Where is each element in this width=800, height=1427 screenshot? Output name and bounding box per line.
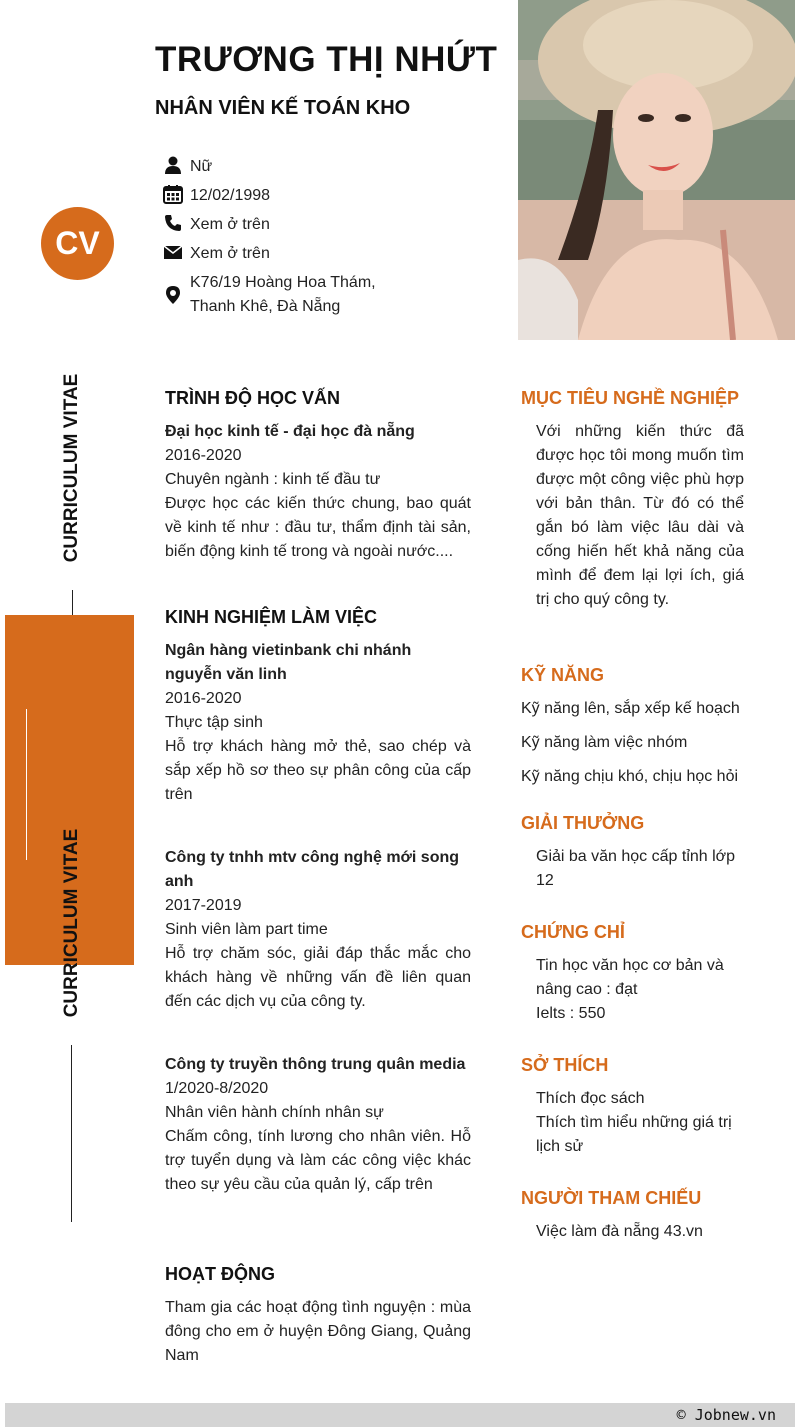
- mail-icon: [163, 242, 183, 262]
- address-line-2: Thanh Khê, Đà Nẵng: [190, 298, 341, 315]
- user-icon: [163, 155, 183, 175]
- hobbies-title: SỞ THÍCH: [521, 1055, 609, 1075]
- vertical-label-top: CURRICULUM VITAE: [61, 373, 82, 563]
- certificate-item: Tin học văn học cơ bản và nâng cao : đạt: [536, 957, 724, 998]
- activities-title: HOẠT ĐỘNG: [165, 1264, 275, 1284]
- education-section: [165, 420, 471, 564]
- education-period: 2016-2020: [165, 447, 242, 464]
- info-phone: [163, 213, 270, 237]
- candidate-name: TRƯƠNG THỊ NHỨT: [155, 40, 498, 79]
- divider-line-bottom: [71, 1045, 72, 1222]
- job-role: Sinh viên làm part time: [165, 921, 328, 938]
- info-gender: [163, 155, 212, 179]
- hobbies-section: [536, 1087, 744, 1159]
- references-text: Việc làm đà nẵng 43.vn: [536, 1223, 703, 1240]
- info-email: [163, 242, 270, 266]
- vertical-label-bottom: CURRICULUM VITAE: [61, 828, 82, 1018]
- job-period: 2016-2020: [165, 690, 242, 707]
- activities-text: Tham gia các hoạt động tình nguyện : mùa đông cho em ở huyện Đông Giang, Quảng Nam: [165, 1299, 471, 1364]
- skill-item: Kỹ năng làm việc nhóm: [521, 734, 688, 751]
- references-title: NGƯỜI THAM CHIẾU: [521, 1188, 702, 1208]
- experience-item: [165, 639, 471, 807]
- job-company: Ngân hàng vietinbank chi nhánh nguyễn văn linh: [165, 642, 412, 683]
- job-company: Công ty truyền thông trung quân media: [165, 1056, 466, 1073]
- job-company: Công ty tnhh mtv công nghệ mới song anh: [165, 849, 460, 890]
- phone-icon: [163, 213, 183, 233]
- certificates-title: CHỨNG CHỈ: [521, 922, 625, 942]
- gender-value: Nữ: [190, 158, 213, 175]
- certificates-section: [536, 954, 744, 1026]
- awards-text: Giải ba văn học cấp tỉnh lớp 12: [536, 848, 736, 889]
- job-description: Chấm công, tính lương cho nhân viên. Hỗ trợ tuyển dụng và làm các công việc khác theo sự yêu cầu của quản lý, cấp trên: [165, 1128, 471, 1193]
- skill-item: Kỹ năng lên, sắp xếp kế hoạch: [521, 700, 740, 717]
- address-line-1: K76/19 Hoàng Hoa Thám,: [190, 274, 376, 291]
- divider-line-white: [26, 709, 27, 860]
- address-value: [190, 271, 376, 319]
- email-value: Xem ở trên: [190, 245, 270, 262]
- awards-title: GIẢI THƯỞNG: [521, 813, 645, 833]
- experience-item: [165, 846, 471, 1014]
- hobby-item: Thích tìm hiểu những giá trị lịch sử: [536, 1114, 732, 1155]
- objective-title: MỤC TIÊU NGHỀ NGHIỆP: [521, 388, 740, 408]
- hobby-item: Thích đọc sách: [536, 1090, 645, 1107]
- profile-photo: [518, 0, 795, 340]
- info-birthday: [163, 184, 270, 208]
- education-title: TRÌNH ĐỘ HỌC VẤN: [165, 388, 340, 408]
- info-address: [163, 271, 376, 319]
- education-major: Chuyên ngành : kinh tế đầu tư: [165, 471, 381, 488]
- job-role: Nhân viên hành chính nhân sự: [165, 1104, 384, 1121]
- education-description: Được học các kiến thức chung, bao quát về kinh tế như : đầu tư, thẩm định tài sản, biến động kinh tế trong và ngoài nước....: [165, 495, 471, 560]
- job-title: NHÂN VIÊN KẾ TOÁN KHO: [155, 97, 411, 119]
- location-pin-icon: [163, 285, 183, 305]
- certificate-item: Ielts : 550: [536, 1005, 606, 1022]
- job-description: Hỗ trợ khách hàng mở thẻ, sao chép và sắp xếp hồ sơ theo sự phân công của cấp trên: [165, 738, 471, 803]
- education-school: Đại học kinh tế - đại học đà nẵng: [165, 423, 415, 440]
- skill-item: Kỹ năng chịu khó, chịu học hỏi: [521, 768, 739, 785]
- footer-copyright[interactable]: © Jobnew.vn: [676, 1406, 776, 1424]
- skills-title: KỸ NĂNG: [521, 665, 605, 685]
- phone-value: Xem ở trên: [190, 216, 270, 233]
- job-description: Hỗ trợ chăm sóc, giải đáp thắc mắc cho khách hàng về những vấn đề liên quan đến các dịch vụ của công ty.: [165, 945, 471, 1010]
- job-period: 1/2020-8/2020: [165, 1080, 269, 1097]
- objective-text: Với những kiến thức đã được học tôi mong muốn tìm được một công việc phù hợp với bản thân. Từ đó có thể gắn bó làm việc lâu dài và cống hiến hết khả năng của mình để đem lại lợi ích, giá trị cho quý công ty.: [536, 423, 744, 608]
- cv-badge: CV: [41, 207, 114, 280]
- job-role: Thực tập sinh: [165, 714, 263, 731]
- experience-item: [165, 1053, 471, 1197]
- calendar-icon: [163, 184, 183, 204]
- birthday-value: 12/02/1998: [190, 187, 271, 204]
- job-period: 2017-2019: [165, 897, 242, 914]
- experience-title: KINH NGHIỆM LÀM VIỆC: [165, 607, 378, 627]
